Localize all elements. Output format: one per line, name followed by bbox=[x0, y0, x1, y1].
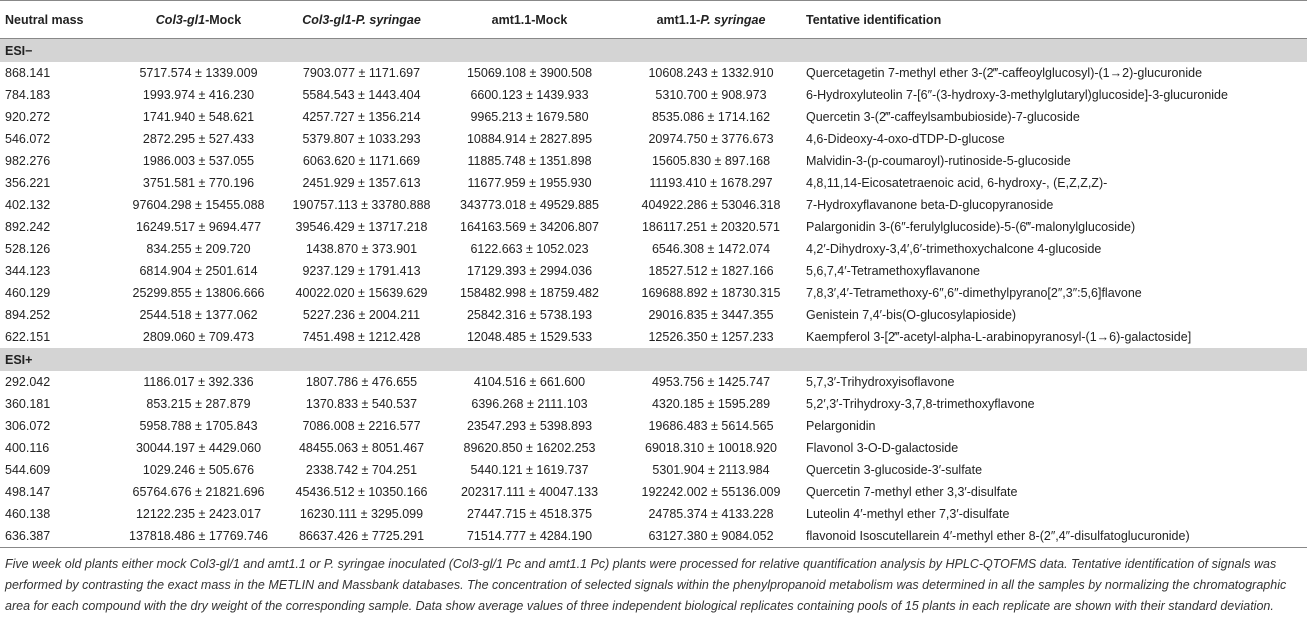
table-header bbox=[0, 1, 1307, 39]
cell-neutral-mass: 920.272 bbox=[5, 110, 51, 124]
cell-amt-mock: 89620.850 ± 16202.253 bbox=[463, 441, 596, 455]
cell-col3-psyringae: 6063.620 ± 1171.669 bbox=[302, 154, 421, 168]
table-row bbox=[0, 260, 1307, 282]
cell-amt-mock: 11677.959 ± 1955.930 bbox=[467, 176, 592, 190]
cell-amt-mock: 4104.516 ± 661.600 bbox=[473, 375, 586, 389]
table-row bbox=[0, 415, 1307, 437]
table-row bbox=[0, 238, 1307, 260]
cell-tentative-identification: Malvidin-3-(p-coumaroyl)-rutinoside-5-glucoside bbox=[806, 154, 1071, 168]
cell-col3-mock: 25299.855 ± 13806.666 bbox=[132, 286, 265, 300]
cell-col3-psyringae: 4257.727 ± 1356.214 bbox=[302, 110, 421, 124]
cell-col3-mock: 1986.003 ± 537.055 bbox=[142, 154, 255, 168]
cell-neutral-mass: 528.126 bbox=[5, 242, 51, 256]
cell-col3-psyringae: 7086.008 ± 2216.577 bbox=[302, 419, 421, 433]
cell-tentative-identification: Kaempferol 3-[2‴-acetyl-alpha-L-arabinopyranosyl-(1→6)-galactoside] bbox=[806, 330, 1192, 344]
cell-col3-psyringae: 5379.807 ± 1033.293 bbox=[302, 132, 421, 146]
cell-col3-mock: 2872.295 ± 527.433 bbox=[142, 132, 255, 146]
cell-neutral-mass: 892.242 bbox=[5, 220, 51, 234]
cell-col3-mock: 3751.581 ± 770.196 bbox=[142, 176, 255, 190]
cell-col3-mock: 6814.904 ± 2501.614 bbox=[139, 264, 258, 278]
table-row bbox=[0, 150, 1307, 172]
cell-col3-psyringae: 16230.111 ± 3295.099 bbox=[299, 507, 424, 521]
cell-neutral-mass: 356.221 bbox=[5, 176, 51, 190]
table-row bbox=[0, 459, 1307, 481]
cell-col3-mock: 1029.246 ± 505.676 bbox=[142, 463, 255, 477]
cell-amt-mock: 11885.748 ± 1351.898 bbox=[467, 154, 592, 168]
cell-amt-psyringae: 12526.350 ± 1257.233 bbox=[648, 330, 774, 344]
cell-tentative-identification: Pelargonidin bbox=[806, 419, 876, 433]
table-row bbox=[0, 326, 1307, 348]
cell-col3-mock: 30044.197 ± 4429.060 bbox=[135, 441, 262, 455]
cell-amt-mock: 202317.111 ± 40047.133 bbox=[460, 485, 599, 499]
cell-col3-psyringae: 190757.113 ± 33780.888 bbox=[292, 198, 431, 212]
cell-amt-mock: 158482.998 ± 18759.482 bbox=[460, 286, 599, 300]
cell-tentative-identification: 5,7,3′-Trihydroxyisoflavone bbox=[806, 375, 955, 389]
header-row bbox=[0, 1, 1307, 39]
cell-col3-psyringae: 39546.429 ± 13717.218 bbox=[295, 220, 428, 234]
cell-amt-mock: 6122.663 ± 1052.023 bbox=[470, 242, 589, 256]
cell-amt-psyringae: 4320.185 ± 1595.289 bbox=[651, 397, 771, 411]
cell-col3-mock: 12122.235 ± 2423.017 bbox=[135, 507, 262, 521]
cell-amt-psyringae: 63127.380 ± 9084.052 bbox=[616, 525, 806, 548]
cell-col3-mock: 2809.060 ± 709.473 bbox=[142, 330, 255, 344]
cell-amt-psyringae: 404922.286 ± 53046.318 bbox=[641, 198, 781, 212]
cell-amt-mock: 164163.569 ± 34206.807 bbox=[460, 220, 599, 234]
cell-amt-psyringae: 4953.756 ± 1425.747 bbox=[651, 375, 771, 389]
header-amt-mock: amt1.1-Mock bbox=[443, 1, 616, 39]
cell-amt-mock: 27447.715 ± 4518.375 bbox=[466, 507, 593, 521]
cell-amt-mock: 9965.213 ± 1679.580 bbox=[470, 110, 589, 124]
cell-amt-mock: 10884.914 ± 2827.895 bbox=[466, 132, 593, 146]
cell-col3-mock: 1186.017 ± 392.336 bbox=[143, 375, 254, 389]
header-neutral-mass: Neutral mass bbox=[0, 1, 117, 39]
header-amt-psyringae-italic: P. syringae bbox=[700, 12, 766, 27]
cell-neutral-mass: 868.141 bbox=[5, 66, 51, 80]
cell-neutral-mass: 460.138 bbox=[5, 507, 51, 521]
cell-col3-psyringae: 1438.870 ± 373.901 bbox=[305, 242, 418, 256]
cell-neutral-mass: 622.151 bbox=[5, 330, 51, 344]
cell-amt-mock: 6396.268 ± 2111.103 bbox=[471, 397, 588, 411]
cell-tentative-identification: 4,8,11,14-Eicosatetraenoic acid, 6-hydroxy-, (E,Z,Z,Z)- bbox=[806, 176, 1108, 190]
cell-amt-psyringae: 10608.243 ± 1332.910 bbox=[648, 66, 774, 80]
cell-neutral-mass: 544.609 bbox=[5, 463, 51, 477]
cell-col3-psyringae: 7451.498 ± 1212.428 bbox=[302, 330, 421, 344]
table-row bbox=[0, 106, 1307, 128]
header-amt-psyringae bbox=[616, 1, 806, 39]
cell-amt-mock: 25842.316 ± 5738.193 bbox=[466, 308, 593, 322]
cell-amt-mock: 5440.121 ± 1619.737 bbox=[470, 463, 589, 477]
cell-tentative-identification: flavonoid Isoscutellarein 4′-methyl ether 8-(2″,4″-disulfatoglucuronide) bbox=[806, 525, 1307, 548]
cell-col3-psyringae: 7903.077 ± 1171.697 bbox=[302, 66, 421, 80]
table-row bbox=[0, 282, 1307, 304]
cell-amt-psyringae: 192242.002 ± 55136.009 bbox=[641, 485, 781, 499]
cell-neutral-mass: 360.181 bbox=[5, 397, 51, 411]
section-label: ESI+ bbox=[0, 348, 1307, 371]
table-row bbox=[0, 84, 1307, 106]
cell-col3-psyringae: 48455.063 ± 8051.467 bbox=[298, 441, 425, 455]
table-row bbox=[0, 371, 1307, 393]
cell-col3-mock: 1993.974 ± 416.230 bbox=[142, 88, 255, 102]
cell-tentative-identification: Quercetin 3-(2‴-caffeylsambubioside)-7-glucoside bbox=[806, 110, 1080, 124]
cell-col3-mock: 137818.486 ± 17769.746 bbox=[117, 525, 280, 548]
cell-tentative-identification: Luteolin 4′-methyl ether 7,3′-disulfate bbox=[806, 507, 1010, 521]
table-row bbox=[0, 172, 1307, 194]
cell-neutral-mass: 400.116 bbox=[5, 441, 50, 455]
table-row bbox=[0, 393, 1307, 415]
cell-col3-mock: 5717.574 ± 1339.009 bbox=[139, 66, 258, 80]
cell-tentative-identification: 7,8,3′,4′-Tetramethoxy-6″,6″-dimethylpyrano[2″,3″:5,6]flavone bbox=[806, 286, 1142, 300]
cell-col3-mock: 65764.676 ± 21821.696 bbox=[132, 485, 265, 499]
cell-amt-mock: 12048.485 ± 1529.533 bbox=[466, 330, 593, 344]
table-row bbox=[0, 216, 1307, 238]
cell-tentative-identification: 4,2′-Dihydroxy-3,4′,6′-trimethoxychalcone 4-glucoside bbox=[806, 242, 1102, 256]
cell-amt-mock: 71514.777 ± 4284.190 bbox=[443, 525, 616, 548]
header-col3-psyringae-italic: Col3-gl1-P. syringae bbox=[302, 12, 421, 27]
cell-neutral-mass: 982.276 bbox=[5, 154, 51, 168]
cell-amt-psyringae: 5301.904 ± 2113.984 bbox=[652, 463, 770, 477]
cell-tentative-identification: 7-Hydroxyflavanone beta-D-glucopyranoside bbox=[806, 198, 1054, 212]
cell-amt-psyringae: 6546.308 ± 1472.074 bbox=[651, 242, 771, 256]
header-col3-psyringae bbox=[280, 1, 443, 39]
cell-amt-psyringae: 8535.086 ± 1714.162 bbox=[651, 110, 771, 124]
cell-amt-psyringae: 24785.374 ± 4133.228 bbox=[648, 507, 774, 521]
table-row bbox=[0, 62, 1307, 84]
cell-amt-mock: 6600.123 ± 1439.933 bbox=[470, 88, 589, 102]
table-row bbox=[0, 525, 1307, 548]
cell-col3-mock: 853.215 ± 287.879 bbox=[146, 397, 251, 411]
table-row bbox=[0, 304, 1307, 326]
section-label: ESI− bbox=[0, 39, 1307, 63]
cell-tentative-identification: Palargonidin 3-(6″-ferulylglucoside)-5-(6‴-malonylglucoside) bbox=[806, 220, 1136, 234]
cell-neutral-mass: 306.072 bbox=[5, 419, 51, 433]
cell-tentative-identification: Genistein 7,4′-bis(O-glucosylapioside) bbox=[806, 308, 1017, 322]
cell-amt-psyringae: 69018.310 ± 10018.920 bbox=[645, 441, 777, 455]
cell-amt-psyringae: 186117.251 ± 20320.571 bbox=[641, 220, 780, 234]
cell-col3-psyringae: 5584.543 ± 1443.404 bbox=[302, 88, 421, 102]
cell-amt-psyringae: 169688.892 ± 18730.315 bbox=[641, 286, 781, 300]
cell-col3-mock: 5958.788 ± 1705.843 bbox=[139, 419, 258, 433]
cell-col3-mock: 1741.940 ± 548.621 bbox=[142, 110, 255, 124]
cell-col3-psyringae: 45436.512 ± 10350.166 bbox=[295, 485, 428, 499]
cell-col3-psyringae: 9237.129 ± 1791.413 bbox=[302, 264, 421, 278]
cell-col3-mock: 834.255 ± 209.720 bbox=[146, 242, 251, 256]
header-col3-mock bbox=[117, 1, 280, 39]
cell-neutral-mass: 894.252 bbox=[5, 308, 51, 322]
cell-tentative-identification: Quercetin 3-glucoside-3′-sulfate bbox=[806, 463, 983, 477]
cell-amt-mock: 15069.108 ± 3900.508 bbox=[466, 66, 593, 80]
cell-neutral-mass: 636.387 bbox=[0, 525, 117, 548]
table-body bbox=[0, 39, 1307, 548]
cell-neutral-mass: 784.183 bbox=[5, 88, 51, 102]
header-col3-mock-rest: -Mock bbox=[205, 12, 242, 27]
cell-col3-psyringae: 1807.786 ± 476.655 bbox=[305, 375, 418, 389]
table-caption: Five week old plants either mock Col3-gl/1 and amt1.1 or P. syringae inoculated (Col3-gl/1 Pc and amt1.1 Pc) plants were processed for relative quantification analysis by HPLC-QTOFMS data. Tentative identification of signals was performed by contrasting the exact mass in the METLIN and Massbank databases. The concentration of selected signals within the phenylpropanoid metabolism was determined in all the samples by normalizing the chromatographic area for each compound with the dry weight of the corresponding sample. Data show average values of three independent biological replicates containing pools of 15 plants in each replicate are shown with their standard deviation. bbox=[5, 557, 1287, 613]
header-tentative-identification: Tentative identification bbox=[806, 1, 1307, 39]
cell-col3-psyringae: 2451.929 ± 1357.613 bbox=[302, 176, 421, 190]
cell-neutral-mass: 460.129 bbox=[5, 286, 51, 300]
cell-col3-psyringae: 40022.020 ± 15639.629 bbox=[295, 286, 428, 300]
cell-tentative-identification: Quercetagetin 7-methyl ether 3-(2‴-caffeoylglucosyl)-(1→2)-glucuronide bbox=[806, 66, 1203, 80]
cell-amt-psyringae: 5310.700 ± 908.973 bbox=[655, 88, 767, 102]
cell-amt-psyringae: 18527.512 ± 1827.166 bbox=[648, 264, 774, 278]
cell-col3-psyringae: 1370.833 ± 540.537 bbox=[305, 397, 418, 411]
cell-tentative-identification: 4,6-Dideoxy-4-oxo-dTDP-D-glucose bbox=[806, 132, 1005, 146]
cell-neutral-mass: 402.132 bbox=[5, 198, 51, 212]
cell-col3-mock: 16249.517 ± 9694.477 bbox=[135, 220, 262, 234]
table-row bbox=[0, 481, 1307, 503]
cell-col3-psyringae: 2338.742 ± 704.251 bbox=[305, 463, 418, 477]
cell-amt-psyringae: 15605.830 ± 897.168 bbox=[651, 154, 771, 168]
cell-col3-psyringae: 5227.236 ± 2004.211 bbox=[302, 308, 421, 322]
cell-neutral-mass: 344.123 bbox=[5, 264, 51, 278]
cell-neutral-mass: 292.042 bbox=[5, 375, 51, 389]
cell-tentative-identification: 6-Hydroxyluteolin 7-[6″-(3-hydroxy-3-methylglutaryl)glucoside]-3-glucuronide bbox=[806, 88, 1228, 102]
cell-amt-mock: 23547.293 ± 5398.893 bbox=[466, 419, 593, 433]
cell-col3-psyringae: 86637.426 ± 7725.291 bbox=[280, 525, 443, 548]
cell-neutral-mass: 546.072 bbox=[5, 132, 51, 146]
table-row bbox=[0, 128, 1307, 150]
cell-tentative-identification: Quercetin 7-methyl ether 3,3′-disulfate bbox=[806, 485, 1018, 499]
cell-tentative-identification: 5,2′,3′-Trihydroxy-3,7,8-trimethoxyflavone bbox=[806, 397, 1035, 411]
header-col3-mock-italic: Col3-gl1 bbox=[155, 12, 206, 27]
cell-amt-mock: 17129.393 ± 2994.036 bbox=[466, 264, 593, 278]
cell-amt-psyringae: 11193.410 ± 1678.297 bbox=[649, 176, 773, 190]
cell-amt-psyringae: 19686.483 ± 5614.565 bbox=[648, 419, 774, 433]
cell-amt-psyringae: 29016.835 ± 3447.355 bbox=[648, 308, 774, 322]
cell-col3-mock: 97604.298 ± 15455.088 bbox=[132, 198, 265, 212]
cell-neutral-mass: 498.147 bbox=[5, 485, 51, 499]
cell-col3-mock: 2544.518 ± 1377.062 bbox=[139, 308, 258, 322]
section-row bbox=[0, 39, 1307, 63]
header-amt-psyringae-plain: amt1.1- bbox=[656, 12, 701, 27]
table-row bbox=[0, 437, 1307, 459]
table-row bbox=[0, 194, 1307, 216]
cell-tentative-identification: Flavonol 3-O-D-galactoside bbox=[806, 441, 959, 455]
cell-amt-psyringae: 20974.750 ± 3776.673 bbox=[648, 132, 774, 146]
section-row bbox=[0, 348, 1307, 371]
cell-tentative-identification: 5,6,7,4′-Tetramethoxyflavanone bbox=[806, 264, 980, 278]
cell-amt-mock: 343773.018 ± 49529.885 bbox=[460, 198, 599, 212]
table-row bbox=[0, 503, 1307, 525]
